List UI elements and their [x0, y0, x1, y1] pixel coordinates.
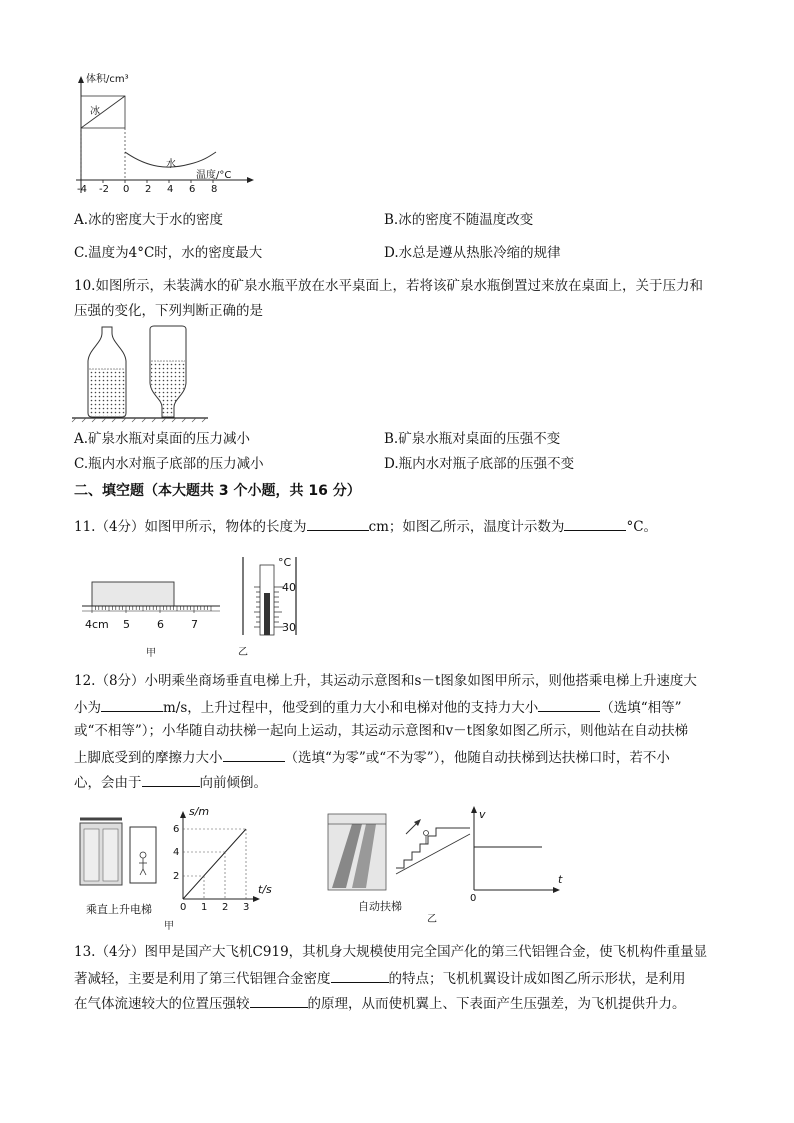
ruler-tick: 5	[123, 618, 130, 631]
q12-text: 心，会由于	[74, 775, 142, 791]
q10-option-c: C.瓶内水对瓶子底部的压力减小	[74, 456, 264, 472]
thermometer-tick-40: 40	[282, 581, 296, 594]
q10-stem-line2: 压强的变化，下列判断正确的是	[74, 303, 263, 319]
q9-option-a: A.冰的密度大于水的密度	[74, 212, 224, 228]
t-tick-1: 1	[201, 902, 208, 913]
thermometer-figure	[238, 555, 308, 658]
figure-caption-yi: 乙	[427, 914, 437, 925]
q11-mid: cm；如图乙所示，温度计示数为	[368, 519, 565, 535]
s-axis-label: s/m	[189, 805, 210, 818]
t-axis-label: t/s	[258, 883, 272, 896]
q11-stem	[74, 516, 657, 536]
ice-label: 冰	[90, 106, 100, 117]
q10-option-b: B.矿泉水瓶对桌面的压强不变	[384, 431, 561, 447]
q13-blank-1[interactable]	[331, 968, 389, 983]
q11-blank-1[interactable]	[307, 516, 369, 531]
q12-text: 上脚底受到的摩擦力大小	[74, 750, 223, 766]
q12-text: 小为	[74, 700, 101, 716]
q12-text: 向前倾倒。	[199, 775, 267, 791]
figure-caption-jia: 甲	[164, 921, 174, 932]
ruler-tick: 4cm	[85, 618, 109, 631]
t-tick-2: 2	[222, 902, 229, 913]
t-axis-label: t	[558, 873, 563, 886]
x-tick: 0	[123, 184, 130, 195]
water-label: 水	[166, 159, 176, 170]
q13-text: 著减轻，主要是利用了第三代铝锂合金密度	[74, 971, 331, 987]
ruler-tick: 6	[157, 618, 164, 631]
q13-blank-2[interactable]	[250, 993, 308, 1008]
q13-line1: 13.（4分）图甲是国产大飞机C919，其机身大规模使用完全国产化的第三代铝锂合金，使飞机构件重量显	[74, 944, 708, 960]
q9-option-d: D.水总是遵从热胀冷缩的规律	[384, 245, 561, 261]
s-tick-6: 6	[173, 824, 180, 835]
q11-blank-2[interactable]	[564, 516, 626, 531]
q12-blank-2[interactable]	[538, 697, 600, 712]
figure-caption-yi: 乙	[238, 647, 248, 658]
q9-option-b: B.冰的密度不随温度改变	[384, 212, 534, 228]
q11-prefix: 11.（4分）如图甲所示，物体的长度为	[74, 519, 307, 535]
q12-line1: 12.（8分）小明乘坐商场垂直电梯上升，其运动示意图和s－t图象如图甲所示，则他搭乘电梯上升速度大	[74, 673, 697, 689]
q12-blank-4[interactable]	[142, 772, 200, 787]
q12-blank-1[interactable]	[101, 697, 163, 712]
q12-text: m/s，上升过程中，他受到的重力大小和电梯对他的支持力大小	[163, 700, 539, 716]
q13-text: 的特点；飞机机翼设计成如图乙所示形状，是利用	[388, 971, 686, 987]
q10-option-d: D.瓶内水对瓶子底部的压强不变	[384, 456, 575, 472]
origin-label: 0	[470, 893, 477, 904]
elevator-caption: 乘直上升电梯	[86, 903, 152, 916]
q10-option-a: A.矿泉水瓶对桌面的压力减小	[74, 431, 251, 447]
x-tick: -2	[99, 184, 109, 195]
q12-line3: 或“不相等”）；小华随自动扶梯一起向上运动，其运动示意图和v－t图象如图乙所示，则他站在自动扶梯	[74, 723, 689, 739]
x-tick: 8	[211, 184, 218, 195]
q9-option-c: C.温度为4°C时，水的密度最大	[74, 245, 263, 261]
s-tick-4: 4	[173, 847, 180, 858]
y-axis-label: 体积/cm³	[86, 74, 129, 85]
q12-line5	[74, 772, 267, 792]
q10-stem-line1: 10.如图所示，未装满水的矿泉水瓶平放在水平桌面上，若将该矿泉水瓶倒置过来放在桌面上，关于压力和	[74, 278, 703, 294]
thermometer-unit: °C	[278, 556, 292, 569]
q13-text: 在气体流速较大的位置压强较	[74, 996, 250, 1012]
x-tick: 4	[167, 184, 174, 195]
q12-text: （选填“相等”	[600, 700, 682, 716]
escalator-figure	[322, 800, 572, 930]
v-axis-label: v	[479, 808, 486, 821]
x-axis-label: 温度/°C	[196, 170, 232, 181]
ruler-figure	[80, 570, 225, 659]
q12-line2	[74, 697, 682, 717]
s-tick-2: 2	[173, 871, 180, 882]
q12-line4	[74, 747, 670, 767]
bottle-figure	[70, 323, 210, 423]
t-tick-3: 3	[243, 902, 250, 913]
q13-text: 的原理，从而使机翼上、下表面产生压强差，为飞机提供升力。	[307, 996, 686, 1012]
volume-temperature-graph	[68, 68, 268, 198]
q12-text: （选填“为零”或“不为零”），他随自动扶梯到达扶梯口时，若不小	[284, 750, 670, 766]
thermometer-tick-30: 30	[282, 621, 296, 634]
q11-suffix: °C。	[626, 519, 658, 535]
t-tick-0: 0	[180, 902, 187, 913]
q13-line2	[74, 968, 686, 988]
escalator-caption: 自动扶梯	[358, 900, 402, 913]
elevator-figure	[76, 805, 272, 932]
x-tick: 6	[189, 184, 196, 195]
q13-line3	[74, 993, 686, 1013]
ruler-tick: 7	[191, 618, 198, 631]
x-tick: -4	[77, 184, 87, 195]
x-tick: 2	[145, 184, 152, 195]
section-title: 二、填空题（本大题共 3 个小题，共 16 分）	[74, 483, 361, 499]
q12-blank-3[interactable]	[223, 747, 285, 762]
figure-caption-jia: 甲	[146, 648, 156, 659]
